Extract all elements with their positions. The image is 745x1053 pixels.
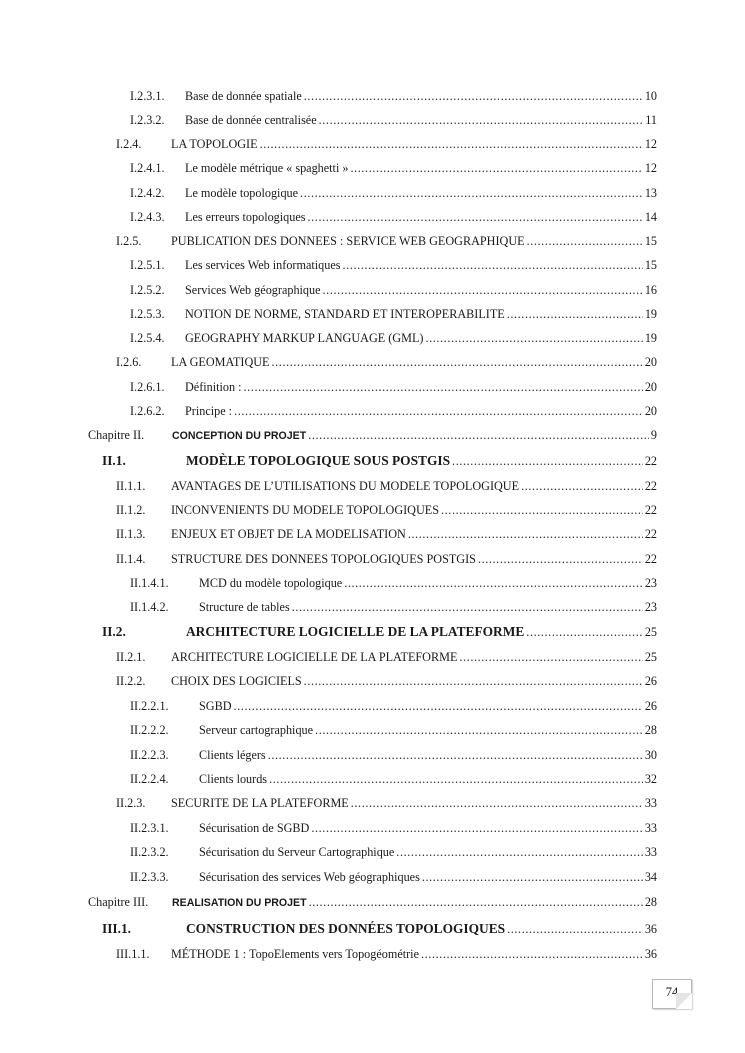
toc-entry-page: 33: [643, 842, 657, 862]
toc-leader-dots: [351, 793, 657, 813]
toc-section-entry[interactable]: [0, 919, 745, 939]
page-number: 74: [665, 985, 679, 999]
toc-entry-title: ENJEUX ET OBJET DE LA MODELISATION: [171, 524, 408, 544]
toc-entry-title: Sécurisation de SGBD: [199, 818, 311, 838]
toc-entry[interactable]: [0, 842, 745, 862]
toc-leader-dots: [234, 696, 657, 716]
toc-entry-title: Les erreurs topologiques: [185, 207, 308, 227]
toc-entry-title: Sécurisation des services Web géographiques: [199, 867, 422, 887]
toc-entry-number: II.2.2.4.: [130, 772, 169, 786]
toc-entry-page: 34: [643, 867, 657, 887]
toc-entry-page: 19: [643, 304, 657, 324]
toc-entry-number: II.2.2.: [116, 674, 146, 688]
toc-leader-dots: [311, 818, 657, 838]
toc-entry-title: Principe :: [185, 401, 234, 421]
toc-leader-dots: [421, 944, 657, 964]
toc-entry-title: Clients lourds: [199, 769, 269, 789]
toc-entry-page: 20: [643, 401, 657, 421]
toc-entry-page: 30: [643, 745, 657, 765]
toc-entry[interactable]: [0, 671, 745, 691]
toc-entry-title: SECURITE DE LA PLATEFORME: [171, 793, 351, 813]
toc-entry-page: 22: [643, 524, 657, 544]
toc-entry-title: Le modèle topologique: [185, 183, 300, 203]
toc-entry-title: ARCHITECTURE LOGICIELLE DE LA PLATEFORME: [186, 622, 526, 642]
toc-section-entry[interactable]: [0, 451, 745, 471]
toc-entry-title: STRUCTURE DES DONNEES TOPOLOGIQUES POSTGIS: [171, 549, 478, 569]
toc-leader-dots: [269, 769, 657, 789]
toc-entry-page: 10: [643, 86, 657, 106]
toc-entry-title: Base de donnée centralisée: [185, 110, 319, 130]
toc-entry-number: I.2.4.: [116, 137, 142, 151]
toc-entry-number: II.1.: [102, 453, 126, 468]
toc-leader-dots: [408, 524, 657, 544]
toc-entry-title: Serveur cartographique: [199, 720, 315, 740]
toc-entry-page: 23: [643, 597, 657, 617]
toc-entry-page: 26: [643, 696, 657, 716]
toc-leader-dots: [422, 867, 657, 887]
toc-entry-number: I.2.4.2.: [130, 186, 165, 200]
toc-entry-page: 36: [643, 944, 657, 964]
toc-entry[interactable]: [0, 524, 745, 544]
toc-entry-page: 19: [643, 328, 657, 348]
toc-entry-page: 15: [643, 255, 657, 275]
toc-entry-title: SGBD: [199, 696, 234, 716]
toc-leader-dots: [319, 110, 657, 130]
toc-entry-page: 25: [643, 622, 657, 642]
toc-entry-number: II.2.2.3.: [130, 748, 169, 762]
toc-entry[interactable]: [0, 549, 745, 569]
toc-entry-title: PUBLICATION DES DONNEES : SERVICE WEB GEOGRAPHIQUE: [171, 231, 527, 251]
toc-entry-page: 28: [643, 892, 657, 912]
toc-entry-number: II.1.4.1.: [130, 576, 169, 590]
toc-entry[interactable]: [0, 500, 745, 520]
toc-entry-page: 32: [643, 769, 657, 789]
toc-entry-page: 13: [643, 183, 657, 203]
toc-entry-page: 16: [643, 280, 657, 300]
toc-entry[interactable]: [0, 183, 745, 203]
toc-entry[interactable]: [0, 867, 745, 887]
toc-entry-page: 9: [649, 425, 657, 445]
toc-leader-dots: [343, 255, 658, 275]
toc-entry-title: Structure de tables: [199, 597, 292, 617]
toc-entry-page: 12: [643, 134, 657, 154]
toc-leader-dots: [441, 500, 657, 520]
toc-entry-number: II.1.4.2.: [130, 600, 169, 614]
toc-entry-page: 22: [643, 500, 657, 520]
toc-entry-number: I.2.4.1.: [130, 161, 165, 175]
toc-leader-dots: [292, 597, 657, 617]
toc-entry-page: 14: [643, 207, 657, 227]
toc-entry-number: II.1.2.: [116, 503, 146, 517]
toc-entry-number: II.2.3.1.: [130, 821, 169, 835]
toc-entry[interactable]: [0, 401, 745, 421]
toc-leader-dots: [396, 842, 657, 862]
toc-entry-number: I.2.6.1.: [130, 380, 165, 394]
page-number-box: [652, 979, 692, 1009]
toc-entry[interactable]: [0, 476, 745, 496]
toc-leader-dots: [521, 476, 657, 496]
toc-leader-dots: [478, 549, 657, 569]
toc-entry-number: II.2.3.3.: [130, 870, 169, 884]
toc-entry[interactable]: [0, 86, 745, 106]
toc-entry-title: Le modèle métrique « spaghetti »: [185, 158, 350, 178]
toc-entry-title: MODÈLE TOPOLOGIQUE SOUS POSTGIS: [186, 451, 452, 471]
toc-entry-number: Chapitre II.: [88, 428, 145, 442]
toc-leader-dots: [268, 745, 657, 765]
toc-entry[interactable]: [0, 597, 745, 617]
toc-entry-title: Base de donnée spatiale: [185, 86, 304, 106]
toc-entry[interactable]: [0, 818, 745, 838]
toc-entry[interactable]: [0, 134, 745, 154]
toc-entry-page: 22: [643, 549, 657, 569]
toc-entry-title: LA GEOMATIQUE: [171, 352, 272, 372]
toc-entry-page: 20: [643, 352, 657, 372]
toc-entry-number: II.2.3.2.: [130, 845, 169, 859]
toc-entry-number: II.2.2.2.: [130, 723, 169, 737]
toc-leader-dots: [459, 647, 657, 667]
toc-entry[interactable]: [0, 573, 745, 593]
toc-entry-page: 23: [643, 573, 657, 593]
toc-entry-title: Services Web géographique: [185, 280, 323, 300]
toc-entry-title: LA TOPOLOGIE: [171, 134, 260, 154]
toc-entry[interactable]: [0, 304, 745, 324]
toc-chapter-entry[interactable]: [0, 425, 745, 445]
toc-entry-number: I.2.5.4.: [130, 331, 165, 345]
toc-chapter-entry[interactable]: [0, 892, 745, 912]
toc-entry[interactable]: [0, 231, 745, 251]
toc-entry[interactable]: [0, 793, 745, 813]
toc-entry-page: 33: [643, 793, 657, 813]
toc-leader-dots: [260, 134, 657, 154]
toc-entry[interactable]: [0, 720, 745, 740]
toc-entry[interactable]: [0, 158, 745, 178]
toc-entry-number: I.2.5.: [116, 234, 142, 248]
toc-leader-dots: [300, 183, 657, 203]
toc-entry-title: REALISATION DU PROJET: [172, 893, 309, 913]
toc-entry[interactable]: [0, 255, 745, 275]
toc-leader-dots: [244, 377, 657, 397]
toc-entry-number: III.1.1.: [116, 947, 150, 961]
toc-leader-dots: [304, 86, 657, 106]
toc-entry-number: I.2.4.3.: [130, 210, 165, 224]
toc-entry[interactable]: [0, 745, 745, 765]
toc-entry-title: ARCHITECTURE LOGICIELLE DE LA PLATEFORME: [171, 647, 459, 667]
toc-entry-number: I.2.6.2.: [130, 404, 165, 418]
toc-entry-title: Définition :: [185, 377, 244, 397]
toc-entry-title: Les services Web informatiques: [185, 255, 343, 275]
toc-entry[interactable]: [0, 769, 745, 789]
toc-entry-number: I.2.6.: [116, 355, 142, 369]
toc-entry-title: INCONVENIENTS DU MODELE TOPOLOGIQUES: [171, 500, 441, 520]
toc-leader-dots: [315, 720, 657, 740]
toc-entry-page: 36: [643, 919, 657, 939]
toc-entry-page: 22: [643, 451, 657, 471]
toc-entry-title: AVANTAGES DE L’UTILISATIONS DU MODELE TOPOLOGIQUE: [171, 476, 521, 496]
toc-entry-page: 22: [643, 476, 657, 496]
toc-entry-number: Chapitre III.: [88, 895, 149, 909]
toc-leader-dots: [527, 231, 657, 251]
toc-entry-number: I.2.5.1.: [130, 258, 165, 272]
toc-entry-page: 12: [643, 158, 657, 178]
toc-entry[interactable]: [0, 696, 745, 716]
toc-leader-dots: [304, 671, 657, 691]
toc-entry-page: 28: [643, 720, 657, 740]
toc-section-entry[interactable]: [0, 622, 745, 642]
toc-leader-dots: [344, 573, 657, 593]
toc-entry-number: II.1.1.: [116, 479, 146, 493]
toc-entry-number: II.2.: [102, 624, 126, 639]
toc-entry-title: NOTION DE NORME, STANDARD ET INTEROPERABILITE: [185, 304, 507, 324]
toc-entry-number: I.2.3.2.: [130, 113, 165, 127]
toc-leader-dots: [272, 352, 657, 372]
toc-leader-dots: [452, 451, 657, 471]
toc-entry-title: MÉTHODE 1 : TopoElements vers Topogéométrie: [171, 944, 421, 964]
toc-entry-number: III.1.: [102, 921, 132, 936]
toc-entry-number: II.2.3.: [116, 796, 146, 810]
toc-entry-title: MCD du modèle topologique: [199, 573, 344, 593]
toc-entry-number: II.2.1.: [116, 650, 146, 664]
toc-entry-title: CHOIX DES LOGICIELS: [171, 671, 304, 691]
toc-leader-dots: [507, 919, 657, 939]
toc-entry[interactable]: [0, 207, 745, 227]
toc-entry[interactable]: [0, 280, 745, 300]
toc-entry-title: CONSTRUCTION DES DONNÉES TOPOLOGIQUES: [186, 919, 507, 939]
toc-entry[interactable]: [0, 352, 745, 372]
toc-leader-dots: [308, 425, 657, 445]
toc-leader-dots: [234, 401, 657, 421]
toc-entry-number: I.2.3.1.: [130, 89, 165, 103]
toc-entry-number: II.1.3.: [116, 527, 146, 541]
toc-entry-number: I.2.5.3.: [130, 307, 165, 321]
toc-entry-number: I.2.5.2.: [130, 283, 165, 297]
toc-entry-number: II.1.4.: [116, 552, 146, 566]
toc-leader-dots: [309, 892, 657, 912]
toc-entry-page: 11: [643, 110, 657, 130]
toc-entry-page: 33: [643, 818, 657, 838]
toc-leader-dots: [507, 304, 657, 324]
toc-entry-page: 25: [643, 647, 657, 667]
toc-entry[interactable]: [0, 944, 745, 964]
toc-entry-number: II.2.2.1.: [130, 699, 169, 713]
toc-entry-title: GEOGRAPHY MARKUP LANGUAGE (GML): [185, 328, 425, 348]
toc-leader-dots: [323, 280, 657, 300]
toc-leader-dots: [308, 207, 658, 227]
toc-leader-dots: [350, 158, 657, 178]
toc-entry[interactable]: [0, 328, 745, 348]
page-fold-corner: [676, 993, 692, 1009]
toc-entry-page: 15: [643, 231, 657, 251]
toc-entry-title: Clients légers: [199, 745, 268, 765]
toc-leader-dots: [425, 328, 657, 348]
toc-entry[interactable]: [0, 110, 745, 130]
toc-entry[interactable]: [0, 377, 745, 397]
toc-leader-dots: [526, 622, 657, 642]
toc-entry-page: 26: [643, 671, 657, 691]
toc-entry[interactable]: [0, 647, 745, 667]
toc-entry-page: 20: [643, 377, 657, 397]
toc-entry-title: CONCEPTION DU PROJET: [172, 426, 308, 446]
toc-entry-title: Sécurisation du Serveur Cartographique: [199, 842, 396, 862]
